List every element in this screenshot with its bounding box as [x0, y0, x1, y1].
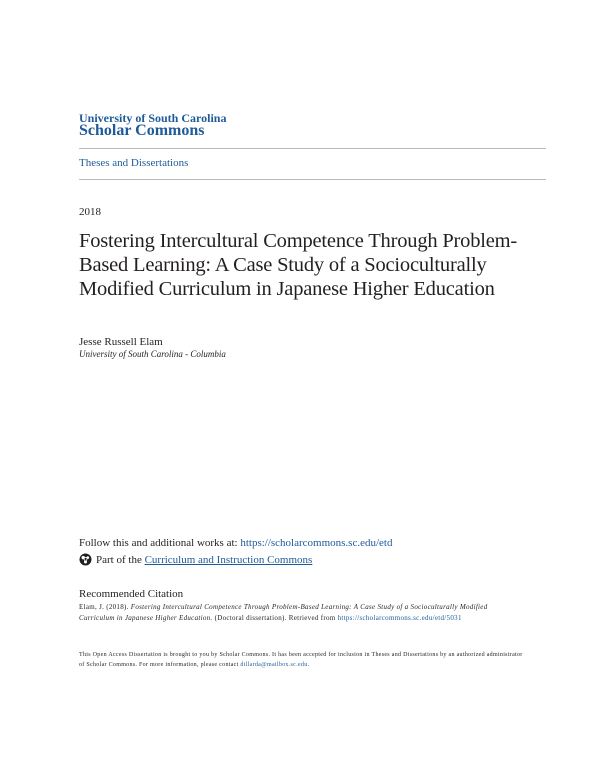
document-title: Fostering Intercultural Competence Through Problem-Based Learning: A Case Study of a Socioculturally Modified Curriculum in Japanese Higher Education [79, 230, 518, 300]
citation-suffix: (Doctoral dissertation). Retrieved from [214, 614, 336, 622]
divider-bottom [79, 179, 546, 180]
collection-link[interactable]: Theses and Dissertations [79, 157, 189, 169]
publication-year: 2018 [79, 206, 101, 218]
citation-title: Fostering Intercultural Competence Through Problem-Based Learning: A Case Study of a Socioculturally Modified Curriculum in Japanese Higher Education. [79, 603, 488, 622]
part-of-line [79, 553, 312, 566]
university-name[interactable]: University of South Carolina [79, 111, 227, 125]
follow-label: Follow this and additional works at: [79, 537, 238, 549]
commons-link[interactable]: Curriculum and Instruction Commons [144, 553, 313, 566]
author-affiliation: University of South Carolina - Columbia [79, 349, 226, 359]
follow-line [79, 537, 392, 549]
citation-prefix: Elam, J. (2018). [79, 603, 129, 611]
contact-email-link[interactable]: dillarda@mailbox.sc.edu [240, 662, 308, 668]
citation-url-link[interactable]: https://scholarcommons.sc.edu/etd/5031 [337, 614, 462, 622]
network-icon [79, 553, 92, 566]
citation-text [79, 602, 519, 624]
open-access-notice [79, 650, 529, 670]
repository-name[interactable]: Scholar Commons [79, 122, 205, 139]
divider-top [79, 148, 546, 149]
follow-url-link[interactable]: https://scholarcommons.sc.edu/etd [240, 537, 393, 549]
notice-text: This Open Access Dissertation is brought to you by Scholar Commons. It has been accepted for inclusion in Theses and Dissertations by an authorized administrator of Scholar Commons. For more information, please contact [79, 652, 523, 668]
notice-end: . [307, 662, 310, 668]
part-of-label: Part of the [96, 553, 142, 566]
author-name: Jesse Russell Elam [79, 336, 163, 348]
citation-heading: Recommended Citation [79, 588, 184, 600]
